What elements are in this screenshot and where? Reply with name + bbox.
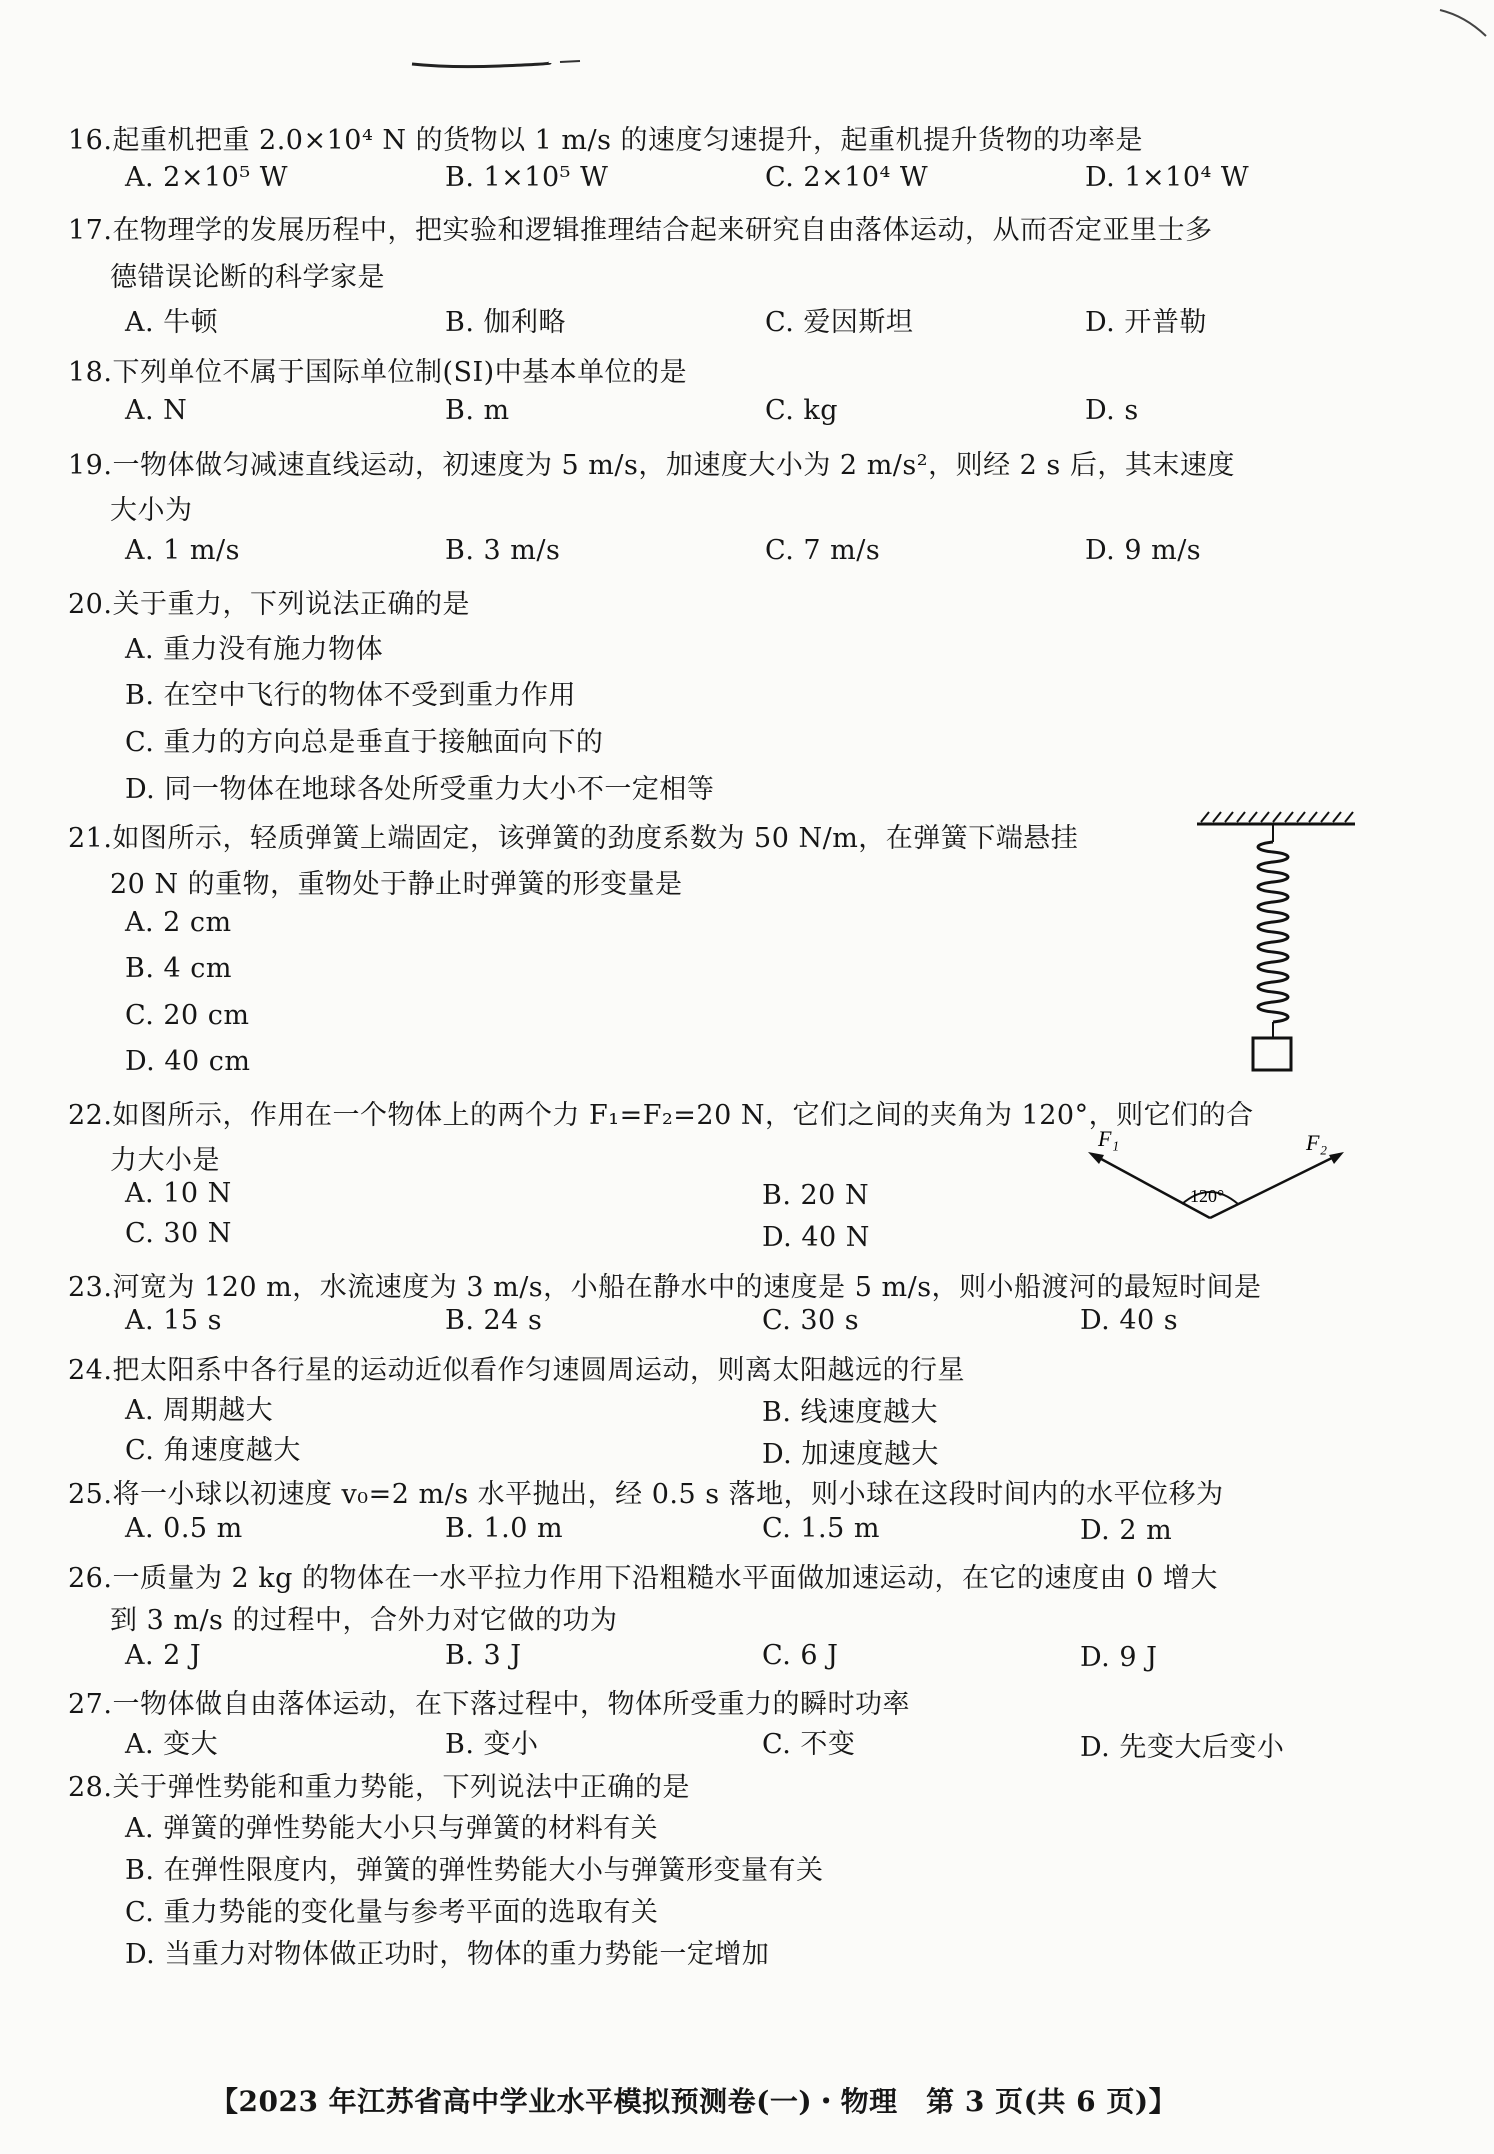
question-26-option-c[interactable]: C. 6 J: [762, 1640, 839, 1671]
question-28-option-b[interactable]: B. 在弹性限度内，弹簧的弹性势能大小与弹簧形变量有关: [125, 1855, 824, 1886]
question-26-option-d[interactable]: D. 9 J: [1080, 1642, 1158, 1673]
question-19-option-c[interactable]: C. 7 m/s: [765, 535, 881, 566]
question-16-stem: 16.起重机把重 2.0×10⁴ N 的货物以 1 m/s 的速度匀速提升，起重机提升货物的功率是: [68, 125, 1144, 156]
question-17-stem: 17.在物理学的发展历程中，把实验和逻辑推理结合起来研究自由落体运动，从而否定亚里士多: [68, 215, 1213, 246]
question-21-stem-cont: 20 N 的重物，重物处于静止时弹簧的形变量是: [110, 869, 683, 900]
question-18-option-a[interactable]: A. N: [125, 395, 188, 426]
question-23-option-d[interactable]: D. 40 s: [1080, 1305, 1179, 1336]
question-27-option-c[interactable]: C. 不变: [762, 1729, 856, 1760]
question-18-stem: 18.下列单位不属于国际单位制(SI)中基本单位的是: [68, 357, 688, 388]
question-16-option-a[interactable]: A. 2×10⁵ W: [125, 162, 288, 193]
question-22-stem: 22.如图所示，作用在一个物体上的两个力 F₁=F₂=20 N，它们之间的夹角为 120°，则它们的合: [68, 1100, 1254, 1131]
question-24-option-a[interactable]: A. 周期越大: [125, 1395, 274, 1426]
f2-label: F₂: [1306, 1130, 1328, 1155]
question-22-option-d[interactable]: D. 40 N: [762, 1222, 870, 1253]
force-angle-figure: [1078, 1130, 1363, 1230]
question-21-option-d[interactable]: D. 40 cm: [125, 1046, 251, 1077]
question-20-option-b[interactable]: B. 在空中飞行的物体不受到重力作用: [125, 680, 577, 711]
question-20-option-c[interactable]: C. 重力的方向总是垂直于接触面向下的: [125, 727, 604, 758]
question-26-stem: 26.一质量为 2 kg 的物体在一水平拉力作用下沿粗糙水平面做加速运动，在它的速度由 0 增大: [68, 1563, 1218, 1594]
question-17-option-b[interactable]: B. 伽利略: [445, 307, 567, 338]
question-19-option-b[interactable]: B. 3 m/s: [445, 535, 561, 566]
question-26-option-a[interactable]: A. 2 J: [125, 1640, 202, 1671]
question-25-option-b[interactable]: B. 1.0 m: [445, 1513, 564, 1544]
question-27-option-d[interactable]: D. 先变大后变小: [1080, 1732, 1285, 1763]
question-28-stem: 28.关于弹性势能和重力势能，下列说法中正确的是: [68, 1772, 690, 1803]
question-28-option-d[interactable]: D. 当重力对物体做正功时，物体的重力势能一定增加: [125, 1939, 770, 1970]
page-footer: 【2023 年江苏省高中学业水平模拟预测卷(一)・物理 第 3 页(共 6 页)】: [210, 2085, 1178, 2118]
question-16-option-d[interactable]: D. 1×10⁴ W: [1085, 162, 1250, 193]
question-22-stem-cont: 力大小是: [110, 1145, 220, 1176]
question-17-stem-cont: 德错误论断的科学家是: [110, 262, 385, 293]
question-24-stem: 24.把太阳系中各行星的运动近似看作匀速圆周运动，则离太阳越远的行星: [68, 1355, 965, 1386]
question-20-option-a[interactable]: A. 重力没有施力物体: [125, 634, 384, 665]
question-19-stem-cont: 大小为: [110, 495, 193, 526]
question-22-option-a[interactable]: A. 10 N: [125, 1178, 232, 1209]
question-24-option-c[interactable]: C. 角速度越大: [125, 1435, 301, 1466]
question-21-option-a[interactable]: A. 2 cm: [125, 907, 232, 938]
question-23-option-b[interactable]: B. 24 s: [445, 1305, 543, 1336]
question-23-option-c[interactable]: C. 30 s: [762, 1305, 860, 1336]
question-25-option-a[interactable]: A. 0.5 m: [125, 1513, 243, 1544]
question-18-option-c[interactable]: C. kg: [765, 395, 839, 426]
question-21-option-b[interactable]: B. 4 cm: [125, 953, 232, 984]
question-17-option-d[interactable]: D. 开普勒: [1085, 307, 1207, 338]
question-19-stem: 19.一物体做匀减速直线运动，初速度为 5 m/s，加速度大小为 2 m/s²，则经 2 s 后，其末速度: [68, 450, 1235, 481]
question-26-option-b[interactable]: B. 3 J: [445, 1640, 522, 1671]
question-24-option-b[interactable]: B. 线速度越大: [762, 1397, 939, 1428]
question-27-stem: 27.一物体做自由落体运动，在下落过程中，物体所受重力的瞬时功率: [68, 1689, 910, 1720]
spring-figure: [1195, 810, 1360, 1075]
question-26-stem-cont: 到 3 m/s 的过程中，合外力对它做的功为: [110, 1605, 618, 1636]
question-27-option-b[interactable]: B. 变小: [445, 1729, 539, 1760]
question-28-option-a[interactable]: A. 弹簧的弹性势能大小只与弹簧的材料有关: [125, 1813, 659, 1844]
question-22-option-b[interactable]: B. 20 N: [762, 1180, 870, 1211]
question-17-option-c[interactable]: C. 爱因斯坦: [765, 307, 914, 338]
f1-label: F₁: [1098, 1130, 1120, 1151]
scan-corner-mark: [1420, 6, 1490, 46]
question-23-option-a[interactable]: A. 15 s: [125, 1305, 222, 1336]
question-25-stem: 25.将一小球以初速度 v₀=2 m/s 水平抛出，经 0.5 s 落地，则小球在这段时间内的水平位移为: [68, 1479, 1224, 1510]
question-20-option-d[interactable]: D. 同一物体在地球各处所受重力大小不一定相等: [125, 774, 715, 805]
question-18-option-d[interactable]: D. s: [1085, 395, 1139, 426]
scan-mark: [410, 58, 585, 70]
question-24-option-d[interactable]: D. 加速度越大: [762, 1439, 939, 1470]
angle-label: 120°: [1190, 1186, 1225, 1206]
question-21-stem: 21.如图所示，轻质弹簧上端固定，该弹簧的劲度系数为 50 N/m，在弹簧下端悬挂: [68, 823, 1079, 854]
question-19-option-d[interactable]: D. 9 m/s: [1085, 535, 1202, 566]
question-16-option-c[interactable]: C. 2×10⁴ W: [765, 162, 929, 193]
question-21-option-c[interactable]: C. 20 cm: [125, 1000, 250, 1031]
question-22-option-c[interactable]: C. 30 N: [125, 1218, 232, 1249]
question-23-stem: 23.河宽为 120 m，水流速度为 3 m/s，小船在静水中的速度是 5 m/s，则小船渡河的最短时间是: [68, 1272, 1262, 1303]
question-19-option-a[interactable]: A. 1 m/s: [125, 535, 240, 566]
question-27-option-a[interactable]: A. 变大: [125, 1729, 219, 1760]
question-17-option-a[interactable]: A. 牛顿: [125, 307, 219, 338]
question-28-option-c[interactable]: C. 重力势能的变化量与参考平面的选取有关: [125, 1897, 659, 1928]
question-25-option-d[interactable]: D. 2 m: [1080, 1515, 1173, 1546]
question-16-option-b[interactable]: B. 1×10⁵ W: [445, 162, 609, 193]
question-25-option-c[interactable]: C. 1.5 m: [762, 1513, 880, 1544]
question-20-stem: 20.关于重力，下列说法正确的是: [68, 589, 470, 620]
question-18-option-b[interactable]: B. m: [445, 395, 510, 426]
